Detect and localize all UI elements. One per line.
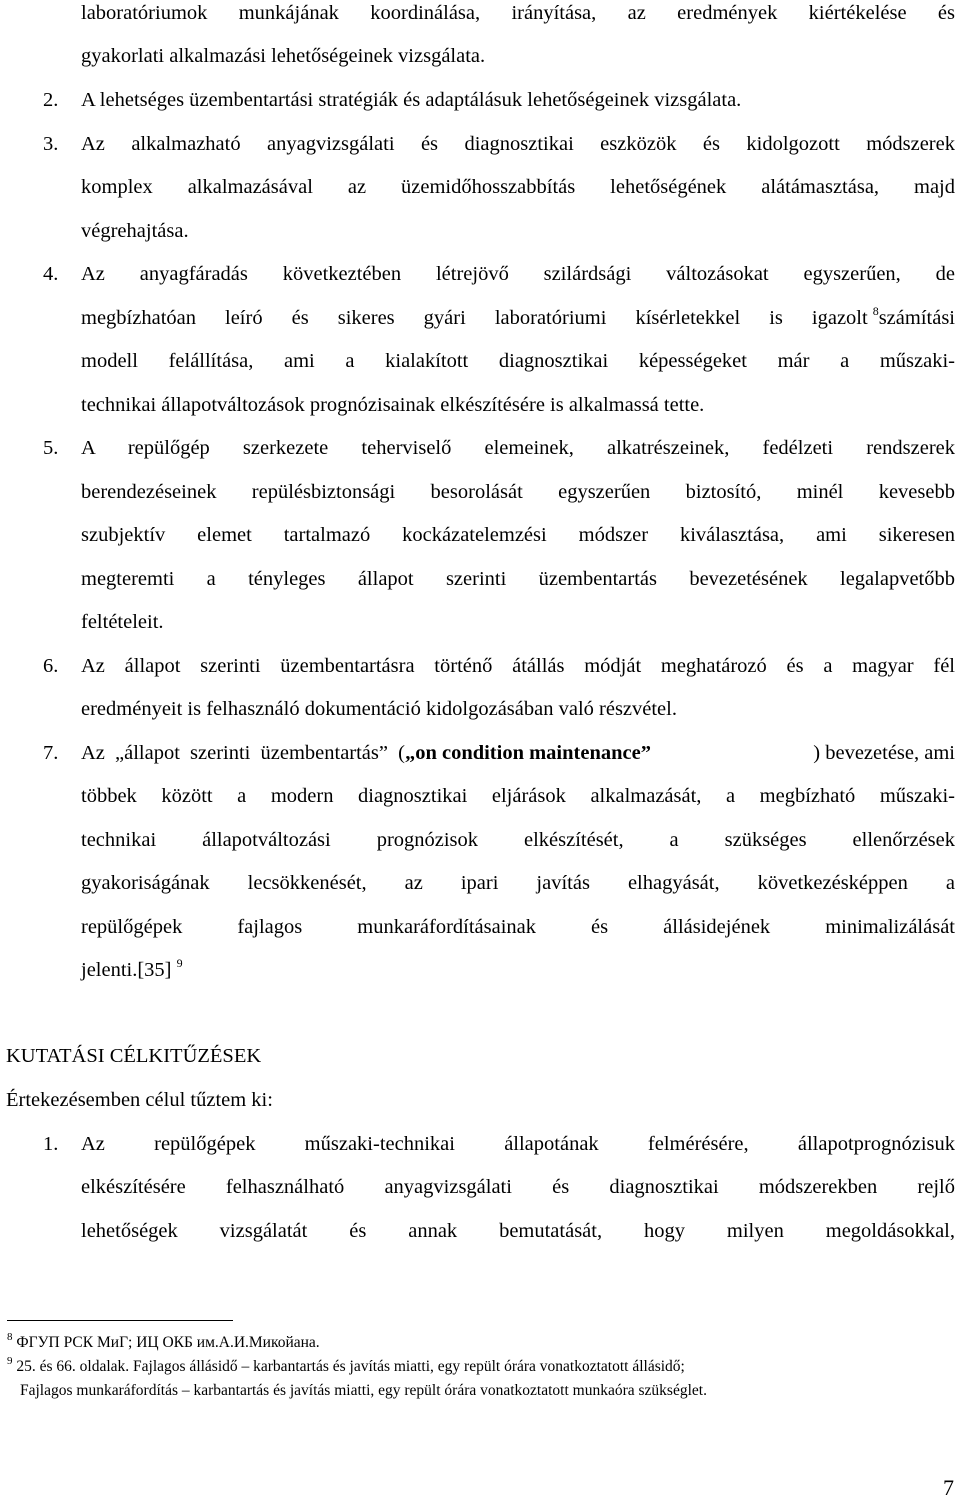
footnote-marker: 8 xyxy=(7,1331,13,1343)
list-item-text: repülőgépek fajlagos munkaráfordításainak és állásidejének minimalizálását xyxy=(81,916,955,938)
list-item-text: elkészítésére felhasználható anyagvizsgálati és diagnosztikai módszerekben rejlő xyxy=(81,1176,955,1198)
footnote-marker: 9 xyxy=(176,956,183,970)
list-item-text: szubjektív elemet tartalmazó kockázatelemzési módszer kiválasztása, ami sikeresen xyxy=(81,524,955,546)
footnote-text: 25. és 66. oldalak. Fajlagos állásidő – karbantartás és javítás miatti, egy repült órára vonatkoztatott állásidő; xyxy=(16,1358,685,1375)
list-number: 5. xyxy=(43,437,59,459)
list-item-text: berendezéseinek repülésbiztonsági besorolását egyszerűen biztosító, minél kevesebb xyxy=(81,481,955,503)
text-segment: Az „állapot szerinti üzembentartás” ( xyxy=(81,742,405,764)
list-item-text: lehetőségek vizsgálatát és annak bemutatását, hogy milyen megoldásokkal, xyxy=(81,1220,955,1242)
list-item-text: Az állapot szerinti üzembentartásra történő átállás módját meghatározó és a magyar fél xyxy=(81,655,955,677)
list-number: 3. xyxy=(43,133,59,155)
text-segment: ) bevezetése, ami xyxy=(813,742,955,764)
footnote-ref xyxy=(873,305,955,331)
footnote-separator xyxy=(7,1320,233,1321)
list-item-text: feltételeit. xyxy=(81,611,164,633)
footnote-9 xyxy=(7,1357,685,1377)
list-item-text: Az anyagfáradás következtében létrejövő szilárdsági változásokat egyszerűen, de xyxy=(81,263,955,285)
list-number: 2. xyxy=(43,89,59,111)
list-number: 1. xyxy=(43,1133,59,1155)
list-item-text: Az alkalmazható anyagvizsgálati és diagnosztikai eszközök és kidolgozott módszerek xyxy=(81,133,955,155)
list-item-text: komplex alkalmazásával az üzemidőhosszabbítás lehetőségének alátámasztása, majd xyxy=(81,176,955,198)
list-number: 4. xyxy=(43,263,59,285)
list-item-text: gyakoriságának lecsökkenését, az ipari javítás elhagyását, következésképpen a xyxy=(81,872,955,894)
list-item-text: végrehajtása. xyxy=(81,220,189,242)
list-item-text xyxy=(81,740,955,766)
text-segment: megbízhatóan leíró és sikeres gyári laboratóriumi kísérletekkel is igazolt xyxy=(81,307,868,329)
footnote-marker: 8 xyxy=(872,304,879,318)
list-item-text xyxy=(81,957,183,983)
footnote-marker: 9 xyxy=(7,1355,13,1367)
list-item-text: A lehetséges üzembentartási stratégiák és adaptálásuk lehetőségeinek vizsgálata. xyxy=(81,89,742,111)
text-emphasis: „on condition maintenance” xyxy=(404,742,651,764)
list-item-text: eredményeit is felhasználó dokumentáció kidolgozásában való részvétel. xyxy=(81,698,677,720)
footnote-text: ФГУП РСК МиГ; ИЦ ОКБ им.А.И.Микойана. xyxy=(16,1334,320,1351)
list-item-text: megteremti a tényleges állapot szerinti üzembentartás bevezetésének legalapvetőbb xyxy=(81,568,955,590)
list-item-text: többek között a modern diagnosztikai eljárások alkalmazását, a megbízható műszaki- xyxy=(81,785,955,807)
list-number: 6. xyxy=(43,655,59,677)
list-item-text: technikai állapotváltozások prognózisainak elkészítésére is alkalmassá tette. xyxy=(81,394,705,416)
list-number: 7. xyxy=(43,742,59,764)
text-segment: számítási xyxy=(878,307,955,329)
section-heading: KUTATÁSI CÉLKITŰZÉSEK xyxy=(6,1045,262,1067)
section-intro: Értekezésemben célul tűztem ki: xyxy=(6,1089,273,1111)
list-item-text: technikai állapotváltozási prognózisok elkészítését, a szükséges ellenőrzések xyxy=(81,829,955,851)
paragraph-line: gyakorlati alkalmazási lehetőségeinek vizsgálata. xyxy=(81,45,486,67)
paragraph-line: laboratóriumok munkájának koordinálása, irányítása, az eredmények kiértékelése és xyxy=(81,2,955,24)
list-item-text xyxy=(81,305,955,331)
text-segment: jelenti.[35] xyxy=(81,959,172,981)
list-item-text: modell felállítása, ami a kialakított diagnosztikai képességeket már a műszaki- xyxy=(81,350,955,372)
footnote-9-continuation: Fajlagos munkaráfordítás – karbantartás és javítás miatti, egy repült órára vonatkoztatott munkaóra szükséglet. xyxy=(20,1382,707,1399)
list-item-text: A repülőgép szerkezete teherviselő elemeinek, alkatrészeinek, fedélzeti rendszerek xyxy=(81,437,955,459)
list-item-text: Az repülőgépek műszaki-technikai állapotának felmérésére, állapotprognózisuk xyxy=(81,1133,955,1155)
footnote-8 xyxy=(7,1333,320,1353)
page-number: 7 xyxy=(943,1475,954,1500)
